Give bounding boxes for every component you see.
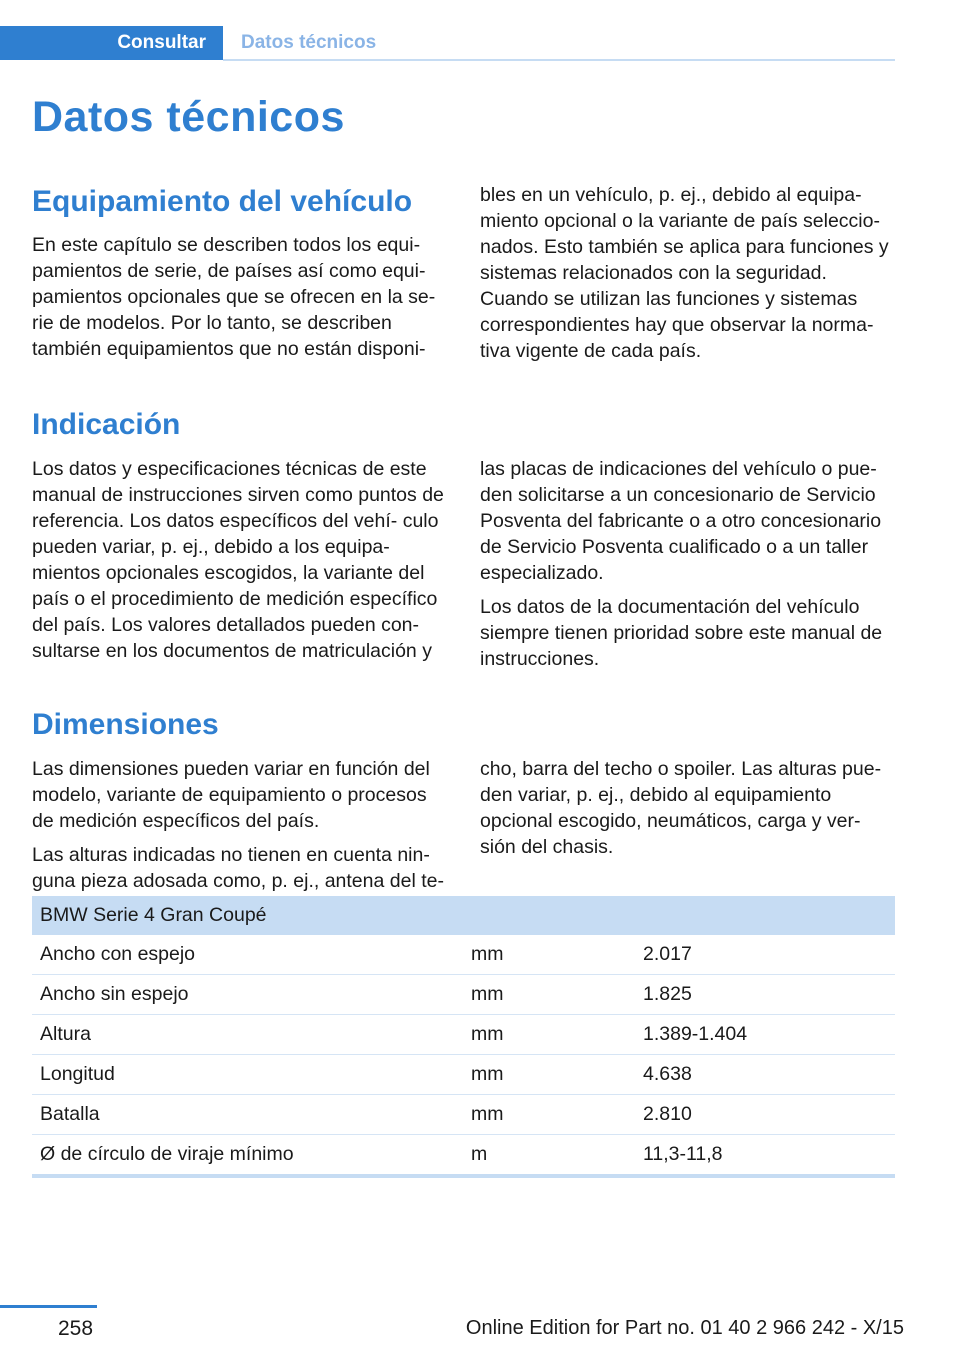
section-title-indicacion: Indicación <box>32 408 181 441</box>
tab-consultar[interactable]: Consultar <box>0 26 223 60</box>
dimensiones-left-text-2: Las alturas indicadas no tienen en cuenta nin‐ guna pieza adosada como, p. ej., antena del te‐ <box>32 844 444 892</box>
row-value: 11,3-11,8 <box>635 1135 895 1177</box>
table-header-row <box>32 896 895 935</box>
page-number: 258 <box>58 1317 94 1340</box>
tab-datos-tecnicos[interactable]: Datos técnicos <box>241 32 377 53</box>
row-unit: mm <box>463 1015 635 1055</box>
row-value: 2.017 <box>635 935 895 975</box>
row-value: 1.825 <box>635 975 895 1015</box>
indicacion-right-column <box>480 456 894 680</box>
table-row <box>32 1135 895 1177</box>
row-unit: mm <box>463 1055 635 1095</box>
dimensiones-left-column <box>32 756 446 902</box>
row-unit: mm <box>463 935 635 975</box>
table-row <box>32 1055 895 1095</box>
dimensions-table <box>32 896 895 1178</box>
indicacion-right-text-2: Los datos de la documentación del vehículo siempre tienen prioridad sobre este manual de instrucciones. <box>480 596 883 670</box>
dimensiones-right-column <box>480 756 894 868</box>
table-header: BMW Serie 4 Gran Coupé <box>32 896 895 935</box>
row-label: Batalla <box>32 1095 463 1135</box>
row-label: Altura <box>32 1015 463 1055</box>
row-unit: mm <box>463 975 635 1015</box>
row-value: 4.638 <box>635 1055 895 1095</box>
row-label: Ø de círculo de viraje mínimo <box>32 1135 463 1177</box>
header-bar <box>0 26 895 62</box>
row-value: 2.810 <box>635 1095 895 1135</box>
row-value: 1.389-1.404 <box>635 1015 895 1055</box>
table-row <box>32 935 895 975</box>
table-row <box>32 1095 895 1135</box>
table-row <box>32 1015 895 1055</box>
indicacion-right-text-1: las placas de indicaciones del vehículo o pue‐ den solicitarse a un concesionario de Servicio Posventa del fabricante o a otro concesionario de Servicio Posventa cualificado o a un taller especializado. <box>480 458 882 584</box>
indicacion-left-column <box>32 456 446 672</box>
row-label: Ancho con espejo <box>32 935 463 975</box>
dimensiones-right-text: cho, barra del techo o spoiler. Las alturas pue‐ den variar, p. ej., debido al equipamiento opcional escogido, neumáticos, carga y ver‐ sión del chasis. <box>480 758 882 858</box>
equipamiento-right-text: bles en un vehículo, p. ej., debido al equipa‐ miento opcional o la variante de país seleccio‐ nados. Esto también se aplica para funciones y sistemas relacionados con la seguridad. Cuando se utilizan las funciones y sistemas correspondientes hay que observar la norma‐ tiva vigente de cada país. <box>480 184 889 362</box>
row-label: Longitud <box>32 1055 463 1095</box>
equipamiento-left-text: En este capítulo se describen todos los equi‐ pamientos de serie, de países así como equi‐ pamientos opcionales que se ofrecen en la se‐ rie de modelos. Por lo tanto, se describen también equipamientos que no están disponi‐ <box>32 234 436 360</box>
section-title-equipamiento: Equipamiento del vehículo <box>32 185 413 218</box>
footer-divider <box>0 1305 97 1308</box>
page-title: Datos técnicos <box>32 93 345 141</box>
indicacion-left-text: Los datos y especificaciones técnicas de este manual de instrucciones sirven como puntos de referencia. Los datos específicos del vehí‐ culo pueden variar, p. ej., debido a los equipa‐ mientos opcionales escogidos, la variante del país o el procedimiento de medición específico del país. Los valores detallados pueden con‐ sultarse en los documentos de matriculación y <box>32 458 444 662</box>
row-unit: mm <box>463 1095 635 1135</box>
table-row <box>32 975 895 1015</box>
row-unit: m <box>463 1135 635 1177</box>
section-title-dimensiones: Dimensiones <box>32 708 219 741</box>
equipamiento-right-column <box>480 182 894 372</box>
row-label: Ancho sin espejo <box>32 975 463 1015</box>
edition-text: Online Edition for Part no. 01 40 2 966 242 - X/15 <box>465 1317 904 1339</box>
header-divider <box>223 59 895 61</box>
equipamiento-left-column <box>32 232 446 370</box>
dimensiones-left-text-1: Las dimensiones pueden variar en función del modelo, variante de equipamiento o procesos de medición específicos del país. <box>32 758 430 832</box>
